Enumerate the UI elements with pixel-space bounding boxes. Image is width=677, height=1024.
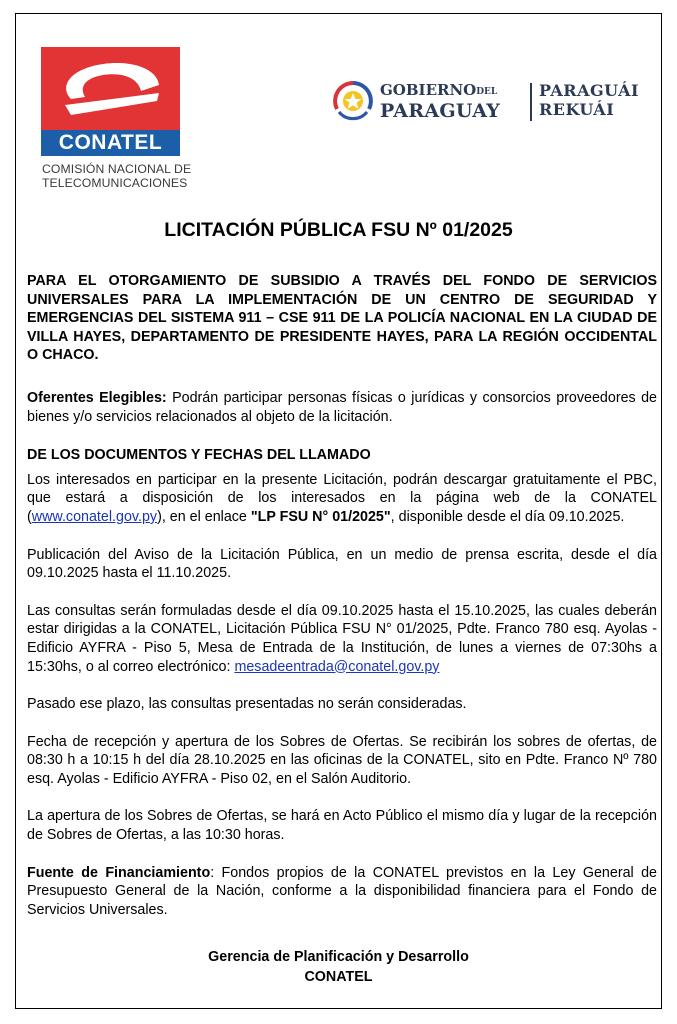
conatel-swoosh-icon: [41, 47, 180, 131]
conatel-website-link[interactable]: www.conatel.gov.py: [31, 508, 158, 525]
gobierno-word: GOBIERNO: [380, 81, 477, 99]
queries-paragraph: [27, 602, 657, 676]
download-text-middle: ), en el enlace: [157, 508, 251, 525]
conatel-subtitle-line2: TELECOMUNICACIONES: [42, 176, 188, 190]
signature-department: Gerencia de Planificación y Desarrollo: [208, 949, 469, 965]
subject-paragraph: PARA EL OTORGAMIENTO DE SUBSIDIO A TRAVÉS DEL FONDO DE SERVICIOS UNIVERSALES PARA LA IMPLEMENTACIÓN DE UN CENTRO DE SEGURIDAD Y EMERGENCIAS DEL SISTEMA 911 – CSE 911 DE LA POLICÍA NACIONAL EN LA CIUDAD DE VILLA HAYES, DEPARTAMENTO DE PRESIDENTE HAYES, PARA LA REGIÓN OCCIDENTAL O CHACO.: [27, 273, 657, 364]
section-heading: DE LOS DOCUMENTOS Y FECHAS DEL LLAMADO: [27, 447, 371, 464]
signature-organization: CONATEL: [304, 968, 373, 985]
gobierno-paraguay-logo: [333, 80, 653, 124]
reception-paragraph: Fecha de recepción y apertura de los Sobres de Ofertas. Se recibirán los sobres de ofertas, de 08:30 h a 10:15 h del día 28.10.2025 en las oficinas de la CONATEL, sito en Pdte. Franco Nº 780 esq. Ayolas - Edificio AYFRA - Piso 02, en el Salón Auditorio.: [27, 733, 657, 787]
download-text-before: Los interesados en participar en la presente Licitación, podrán descargar gratuitamente el PBC, que estará a disposición de los interesados en la página web de la CONATEL (: [27, 471, 657, 525]
paraguai-word: PARAGUÁI: [539, 81, 640, 100]
del-word: DEL: [476, 87, 498, 97]
eligible-bidders-text: Podrán participar personas físicas o jurídicas y consorcios proveedores de bienes y/o servicios relacionados al objeto de la licitación.: [27, 389, 657, 425]
document-body: [27, 272, 657, 919]
conatel-logo-subtitle: [42, 162, 192, 190]
logo-divider: [530, 83, 532, 121]
paraguay-word: PARAGUAY: [380, 100, 501, 122]
eligible-bidders-paragraph: [27, 389, 657, 426]
download-text-after: , disponible desde el día 09.10.2025.: [390, 508, 625, 525]
gobierno-text: [380, 81, 500, 121]
email-link[interactable]: mesadeentrada@conatel.gov.py: [234, 658, 440, 675]
queries-text: Las consultas serán formuladas desde el día 09.10.2025 hasta el 15.10.2025, las cuales deberán estar dirigidas a la CONATEL, Licitación Pública FSU N° 01/2025, Pdte. Franco 780 esq. Ayolas - Edificio AYFRA - Piso 5, Mesa de Entrada de la Institución, de lunes a viernes de 07:30hs a 15:30hs, o al correo electrónico:: [27, 602, 657, 675]
funding-paragraph: [27, 864, 657, 920]
eligible-bidders-label: Oferentes Elegibles:: [27, 389, 167, 406]
paraguai-rekuai-text: [539, 81, 639, 119]
funding-label: Fuente de Financiamiento: [27, 864, 211, 881]
signature-block: [0, 948, 677, 987]
conatel-logo-name: CONATEL: [41, 130, 180, 156]
download-paragraph: [27, 471, 657, 527]
document-title: LICITACIÓN PÚBLICA FSU Nº 01/2025: [164, 219, 513, 241]
opening-paragraph: La apertura de los Sobres de Ofertas, se hará en Acto Público el mismo día y lugar de la recepción de Sobres de Ofertas, a las 10:30 horas.: [27, 808, 657, 844]
tender-link-name: "LP FSU N° 01/2025": [250, 508, 391, 525]
rekuai-word: REKUÁI: [539, 100, 615, 119]
funding-text: : Fondos propios de la CONATEL previstos en la Ley General de Presupuesto General de la Nación, conforme a la disponibilidad financiera para el Fondo de Servicios Universales.: [27, 864, 657, 918]
conatel-subtitle-line1: COMISIÓN NACIONAL DE: [42, 162, 192, 176]
paraguay-seal-icon: [333, 81, 373, 121]
conatel-logo: [41, 47, 191, 192]
publication-paragraph: Publicación del Aviso de la Licitación Pública, en un medio de prensa escrita, desde el día 09.10.2025 hasta el 11.10.2025.: [27, 546, 657, 582]
deadline-paragraph: Pasado ese plazo, las consultas presentadas no serán consideradas.: [27, 696, 467, 713]
